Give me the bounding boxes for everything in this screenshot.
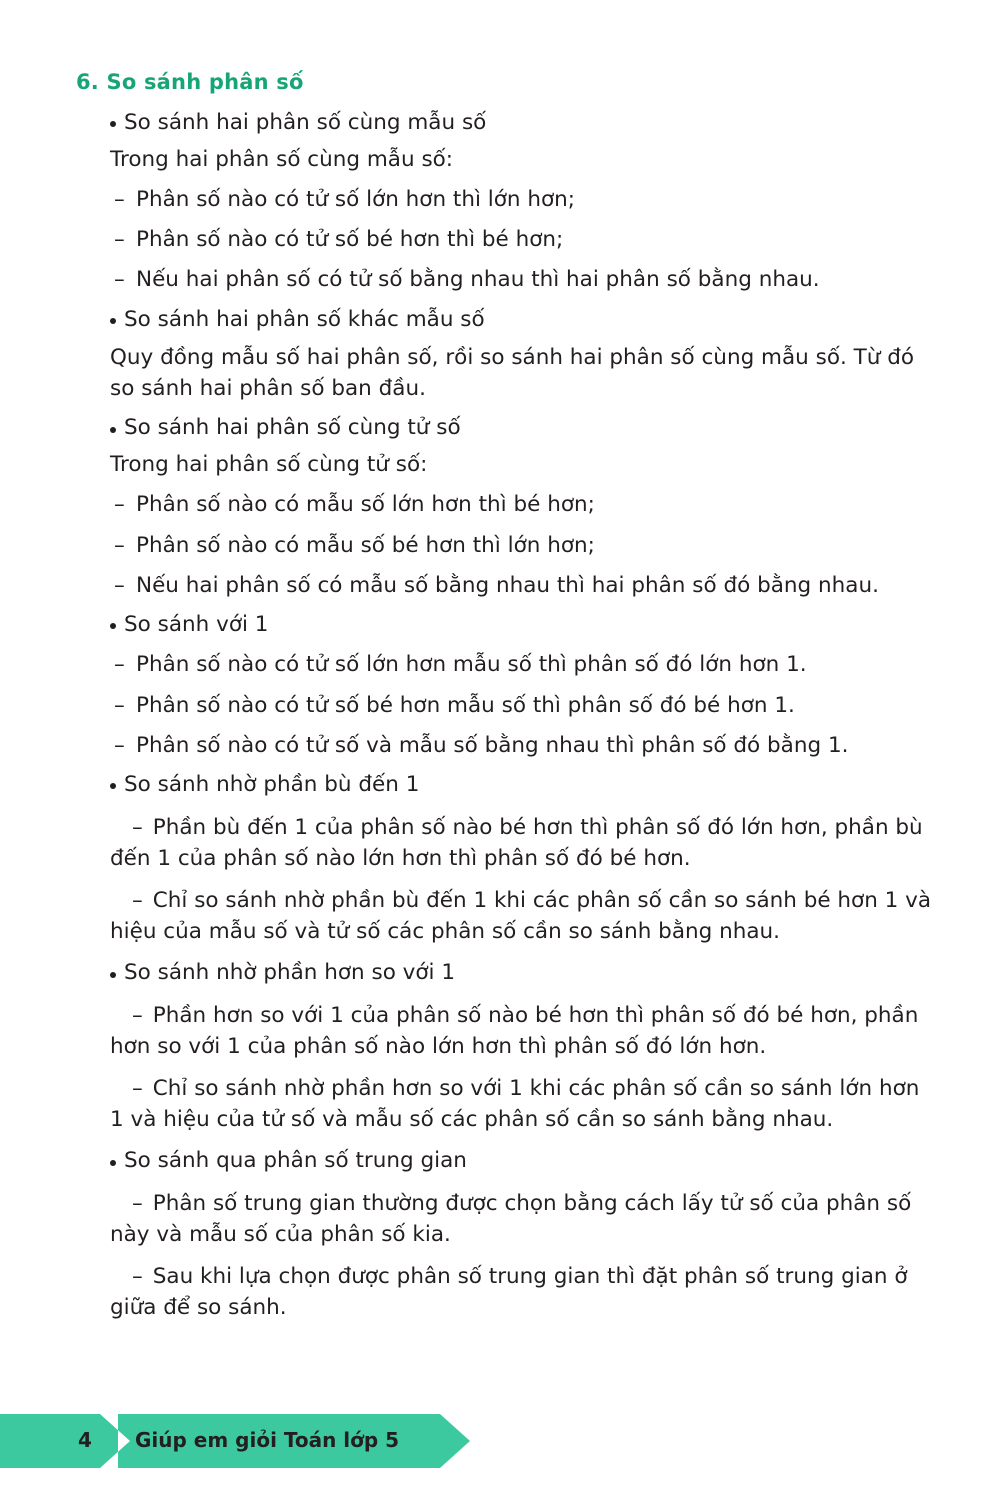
intro-line: Trong hai phân số cùng tử số:: [110, 451, 428, 477]
page-content: [72, 70, 932, 1335]
dash-item: [72, 690, 932, 721]
dash-item: [72, 184, 932, 215]
dash-item-label: Phân số nào có tử số bé hơn mẫu số thì phân số đó bé hơn 1.: [136, 692, 795, 718]
dash-paragraph-text: Chỉ so sánh nhờ phần hơn so với 1 khi các phân số cần so sánh lớn hơn 1 và hiệu của tử số và mẫu số các phân số cần so sánh bằng nhau.: [110, 1076, 920, 1133]
dash-paragraph: [72, 1261, 932, 1323]
dash-marker-icon: –: [132, 1264, 143, 1290]
bullet-item-label: So sánh hai phân số cùng tử số: [124, 415, 461, 441]
dash-item: [72, 264, 932, 295]
dash-item-label: Phân số nào có mẫu số lớn hơn thì bé hơn;: [136, 492, 595, 518]
dash-item-label: Phân số nào có tử số và mẫu số bằng nhau thì phân số đó bằng 1.: [136, 732, 849, 758]
dash-item-label: Phân số nào có tử số lớn hơn mẫu số thì phân số đó lớn hơn 1.: [136, 652, 807, 678]
dash-item: [72, 224, 932, 255]
dash-item-label: Phân số nào có mẫu số bé hơn thì lớn hơn;: [136, 532, 595, 558]
bullet-item: [72, 610, 932, 641]
dash-item-label: Phân số nào có tử số lớn hơn thì lớn hơn;: [136, 187, 576, 213]
dash-marker-icon: –: [132, 1002, 143, 1028]
dash-marker-icon: –: [114, 572, 125, 598]
bullet-item: [72, 770, 932, 801]
dash-marker-icon: –: [132, 1190, 143, 1216]
footer-page-number: 4: [78, 1428, 92, 1452]
dash-paragraph: [72, 1073, 932, 1135]
bullet-item-label: So sánh nhờ phần hơn so với 1: [124, 960, 456, 986]
dash-item: [72, 489, 932, 520]
paragraph: Quy đồng mẫu số hai phân số, rồi so sánh hai phân số cùng mẫu số. Từ đó so sánh hai phân số ban đầu.: [110, 345, 915, 402]
dash-paragraph: [72, 812, 932, 874]
bullet-item-label: So sánh nhờ phần bù đến 1: [124, 771, 420, 797]
bullet-dot-icon: [110, 427, 116, 433]
bullet-item-label: So sánh với 1: [124, 611, 269, 637]
bullet-dot-icon: [110, 318, 116, 324]
bullet-dot-icon: [110, 972, 116, 978]
dash-item-label: Nếu hai phân số có mẫu số bằng nhau thì hai phân số đó bằng nhau.: [136, 572, 879, 598]
bullet-item: [72, 413, 932, 444]
section-title-text: So sánh phân số: [106, 70, 304, 94]
dash-item: [72, 530, 932, 561]
dash-marker-icon: –: [114, 187, 125, 213]
dash-paragraph: [72, 1188, 932, 1250]
dash-item-label: Nếu hai phân số có tử số bằng nhau thì hai phân số bằng nhau.: [136, 267, 820, 293]
intro-line: Trong hai phân số cùng mẫu số:: [110, 146, 454, 172]
dash-marker-icon: –: [132, 1076, 143, 1102]
body-blocks: [72, 108, 932, 1324]
bullet-item: [72, 958, 932, 989]
dash-marker-icon: –: [114, 732, 125, 758]
page-title: [72, 70, 932, 94]
dash-paragraph: [72, 1000, 932, 1062]
dash-item: [72, 730, 932, 761]
dash-item-label: Phân số nào có tử số bé hơn thì bé hơn;: [136, 227, 564, 253]
dash-marker-icon: –: [114, 532, 125, 558]
section-number: 6.: [76, 70, 99, 94]
bullet-item-label: So sánh hai phân số khác mẫu số: [124, 306, 485, 332]
bullet-item: [72, 1146, 932, 1177]
dash-paragraph-text: Sau khi lựa chọn được phân số trung gian thì đặt phân số trung gian ở giữa để so sánh.: [110, 1264, 908, 1321]
dash-paragraph: [72, 885, 932, 947]
dash-item: [72, 570, 932, 601]
dash-paragraph-text: Phân số trung gian thường được chọn bằng cách lấy tử số của phân số này và mẫu số của phân số kia.: [110, 1190, 912, 1248]
bullet-dot-icon: [110, 1160, 116, 1166]
bullet-item-label: So sánh hai phân số cùng mẫu số: [124, 110, 487, 135]
dash-item: [72, 649, 932, 680]
dash-marker-icon: –: [114, 227, 125, 253]
dash-marker-icon: –: [114, 652, 125, 678]
bullet-item: [72, 305, 932, 336]
bullet-item-label: So sánh qua phân số trung gian: [124, 1148, 467, 1174]
dash-marker-icon: –: [132, 887, 143, 913]
dash-marker-icon: –: [114, 267, 125, 293]
dash-paragraph-text: Chỉ so sánh nhờ phần bù đến 1 khi các phân số cần so sánh bé hơn 1 và hiệu của mẫu số và tử số các phân số cần so sánh bằng nhau.: [110, 887, 932, 945]
dash-marker-icon: –: [114, 492, 125, 518]
dash-paragraph-text: Phần bù đến 1 của phân số nào bé hơn thì phân số đó lớn hơn, phần bù đến 1 của phân số nào lớn hơn thì phân số đó bé hơn.: [110, 814, 923, 871]
dash-marker-icon: –: [132, 814, 143, 840]
bullet-item: [72, 108, 932, 139]
page-footer: [0, 1414, 470, 1468]
dash-paragraph-text: Phần hơn so với 1 của phân số nào bé hơn thì phân số đó bé hơn, phần hơn so với 1 của phân số nào lớn hơn thì phân số đó lớn hơn.: [110, 1002, 919, 1059]
dash-marker-icon: –: [114, 692, 125, 718]
footer-title: Giúp em giỏi Toán lớp 5: [135, 1428, 400, 1452]
